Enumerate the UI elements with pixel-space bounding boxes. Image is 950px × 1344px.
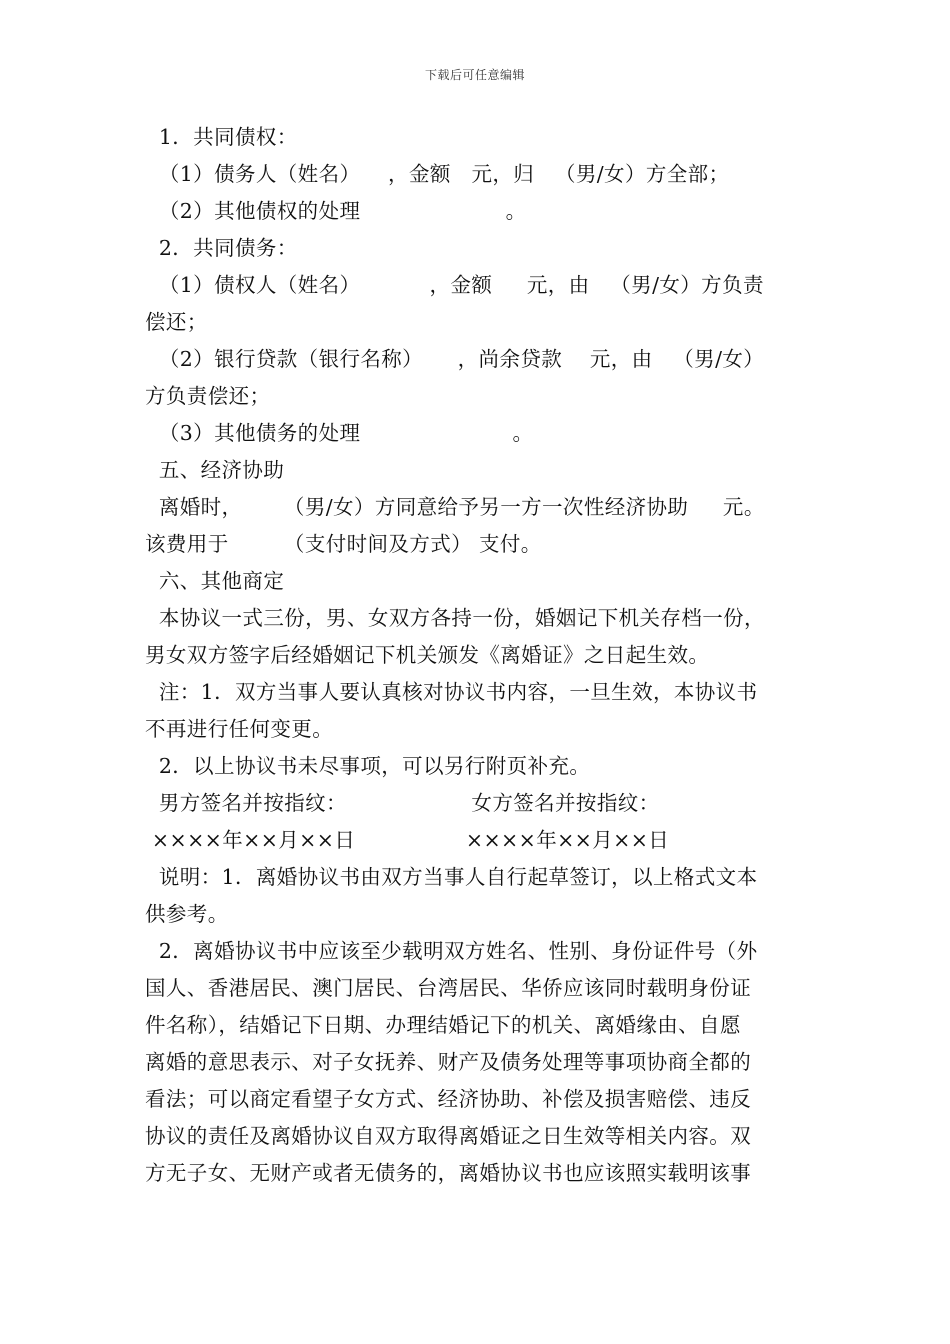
text-line: 2．以上协议书未尽事项，可以另行附页补充。 — [145, 754, 591, 778]
text-line: （3）其他债务的处理 。 — [145, 421, 534, 445]
text-line: （2）其他债权的处理 。 — [145, 199, 527, 223]
text-line: （1）债务人（姓名） ，金额 元，归 （男/女）方全部； — [145, 162, 730, 186]
text-line: 看法；可以商定看望子女方式、经济协助、补偿及损害赔偿、违反 — [145, 1087, 752, 1111]
text-line: 方无子女、无财产或者无债务的，离婚协议书也应该照实载明该事 — [145, 1161, 752, 1185]
text-line: 供参考。 — [145, 902, 229, 926]
text-line: 说明：1．离婚协议书由双方当事人自行起草签订，以上格式文本 — [145, 865, 758, 889]
section-heading: 五、经济协助 — [145, 458, 285, 482]
text-line: （2）银行贷款（银行名称） ，尚余贷款 元，由 （男/女） — [145, 347, 765, 371]
page-header: 下载后可任意编辑 — [424, 68, 525, 82]
text-line: 该费用于 （支付时间及方式） 支付。 — [145, 532, 542, 556]
text-line: 国人、香港居民、澳门居民、台湾居民、华侨应该同时载明身份证 — [145, 976, 752, 1000]
text-line: 本协议一式三份，男、女双方各持一份，婚姻记下机关存档一份， — [145, 606, 765, 630]
text-line: 方负责偿还； — [145, 384, 271, 408]
text-line: 不再进行任何变更。 — [145, 717, 334, 741]
text-line: 离婚时， （男/女）方同意给予另一方一次性经济协助 元。 — [145, 495, 765, 519]
text-line: （1）债权人（姓名） ，金额 元，由 （男/女）方负责 — [145, 273, 764, 297]
text-line: 1．共同债权： — [145, 125, 298, 149]
date-line: ××××年××月××日 ××××年××月××日 — [145, 828, 670, 852]
section-heading: 六、其他商定 — [145, 569, 285, 593]
text-line: 协议的责任及离婚协议自双方取得离婚证之日生效等相关内容。双 — [145, 1124, 752, 1148]
text-line: 2．共同债务： — [145, 236, 298, 260]
text-line: 男女双方签字后经婚姻记下机关颁发《离婚证》之日起生效。 — [145, 643, 710, 667]
text-line: 注：1．双方当事人要认真核对协议书内容，一旦生效，本协议书 — [145, 680, 758, 704]
text-line: 2．离婚协议书中应该至少载明双方姓名、性别、身份证件号（外 — [145, 939, 758, 963]
text-line: 件名称），结婚记下日期、办理结婚记下的机关、离婚缘由、自愿 — [145, 1013, 741, 1037]
text-line: 偿还； — [145, 310, 208, 334]
text-line: 离婚的意思表示、对子女抚养、财产及债务处理等事项协商全都的 — [145, 1050, 752, 1074]
signature-line: 男方签名并按指纹： 女方签名并按指纹： — [145, 791, 660, 815]
